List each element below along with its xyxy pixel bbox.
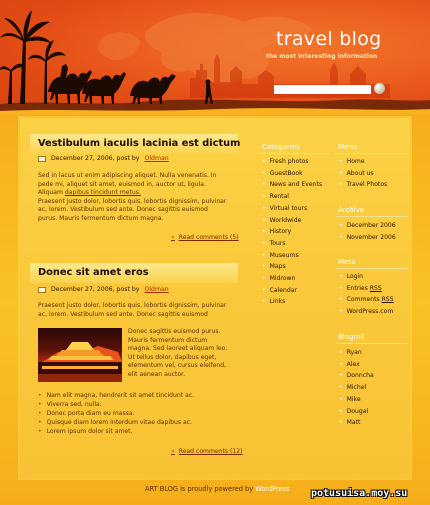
text-fragment: Aliquam xyxy=(38,189,63,196)
divider xyxy=(260,153,330,154)
category-link[interactable]: • GuestBook xyxy=(262,168,322,180)
category-link[interactable]: • History xyxy=(262,226,322,238)
read-comments-link[interactable] xyxy=(171,234,239,241)
read-comments-label: Read comments (12) xyxy=(178,448,243,455)
entries-rss-link[interactable] xyxy=(339,283,394,295)
inline-link[interactable]: dapibus tincidunt metus. xyxy=(64,189,141,196)
category-link[interactable]: • Fresh photos xyxy=(262,156,322,168)
text-line: Mauris fermentum dictum xyxy=(128,336,208,344)
category-link[interactable]: • Virtual tours xyxy=(262,203,322,215)
post-date: December 27, 2006, post by xyxy=(51,286,140,293)
header-banner xyxy=(0,0,430,115)
divider xyxy=(336,343,408,344)
text-line: Ut tellus dolor, dapibus eget, xyxy=(128,353,217,361)
watermark: potusuisa.moy.su xyxy=(311,488,408,499)
document-icon xyxy=(38,287,46,293)
read-comments-link[interactable] xyxy=(171,448,243,455)
category-link[interactable]: • Links xyxy=(262,296,322,308)
text-line: elementum vel, cursus eleifend, xyxy=(128,362,227,369)
meta-list xyxy=(339,271,394,318)
menu-heading: Menu xyxy=(338,143,358,151)
blogroll-link[interactable]: • Michel xyxy=(339,382,374,394)
post-author-link[interactable]: Oldman xyxy=(144,286,169,293)
post-excerpt xyxy=(38,302,238,319)
read-comments-label: Read comments (5) xyxy=(178,234,239,241)
divider xyxy=(336,153,408,154)
list-item: • Quisque diam lorem interdum vitae dapibus ac. xyxy=(38,418,194,427)
comments-label: Comments xyxy=(346,296,380,304)
archive-link[interactable]: • November 2006 xyxy=(339,232,396,244)
text-line: ac, lorem. Vestibulum sed ante. Donec sagittis euismod xyxy=(38,206,208,213)
category-link[interactable]: • Tours xyxy=(262,238,322,250)
list-item: • Nam elit magna, hendrerit sit amet tincidunt ac. xyxy=(38,391,194,400)
menu-link[interactable]: • About us xyxy=(339,168,387,180)
categories-heading: Categories xyxy=(262,143,300,151)
category-link[interactable]: • Calendar xyxy=(262,285,322,297)
blogroll-link[interactable]: • Dougal xyxy=(339,406,374,418)
search-button[interactable] xyxy=(374,83,385,94)
post-meta xyxy=(38,155,169,162)
image-caption xyxy=(128,328,240,379)
site-title[interactable]: travel blog xyxy=(276,28,382,50)
blogroll-heading: Blogroll xyxy=(338,333,365,341)
wordpress-link[interactable]: • WordPress.com xyxy=(339,306,394,318)
blogroll-list xyxy=(339,347,374,429)
search-input[interactable] xyxy=(274,85,371,94)
category-link[interactable]: • News and Events xyxy=(262,179,322,191)
category-link[interactable]: • Midrown xyxy=(262,273,322,285)
wordpress-footer-link[interactable]: WordPress xyxy=(255,485,290,493)
meta-heading: Meta xyxy=(338,258,356,266)
comments-rss-link[interactable] xyxy=(339,294,394,306)
post-excerpt xyxy=(38,172,238,223)
text-line: elit aenean auctor. xyxy=(128,370,186,378)
text-line: ac, lorem. Vestibulum sed ante. Donec sagittis euismod xyxy=(38,310,208,318)
blogroll-link[interactable]: • Matt xyxy=(339,417,374,429)
rss-label: RSS xyxy=(381,296,394,304)
text-line: purus. Mauris fermentum dictum magna. xyxy=(38,214,164,222)
menu-list xyxy=(339,156,387,191)
post-title[interactable]: Vestibulum iaculis lacinia est dictum xyxy=(38,138,241,149)
login-link[interactable]: • Login xyxy=(339,271,394,283)
blogroll-link[interactable]: • Donncha xyxy=(339,370,374,382)
blogroll-link[interactable]: • Alex xyxy=(339,359,374,371)
list-item: • Donec porta diam eu massa. xyxy=(38,409,194,418)
post-date: December 27, 2006, post by xyxy=(51,155,140,162)
list-item: • Viverra sed, nulla. xyxy=(38,400,194,409)
text-line: Sed in lacus ut enim adipiscing aliquet. Nulla venenatis. In xyxy=(38,172,217,179)
post-title[interactable]: Donec sit amet eros xyxy=(38,267,149,278)
text-line: Donec sagittis euismod purus. xyxy=(128,328,221,335)
post-image xyxy=(38,328,122,382)
blogroll-link[interactable]: • Mike xyxy=(339,394,374,406)
footer-text: ART BLOG is proudly powered by xyxy=(145,485,254,493)
archive-heading: Archive xyxy=(338,206,365,214)
categories-list xyxy=(262,156,322,308)
blogroll-link[interactable]: • Ryan xyxy=(339,347,374,359)
entries-label: Entries xyxy=(346,284,368,292)
category-link[interactable]: • Museums xyxy=(262,250,322,262)
category-link[interactable]: • Rental xyxy=(262,191,322,203)
bullet-list xyxy=(38,391,194,436)
text-line xyxy=(38,189,238,198)
category-link[interactable]: • Maps xyxy=(262,261,322,273)
divider xyxy=(336,216,408,217)
category-link[interactable]: • Worldwide xyxy=(262,215,322,227)
divider xyxy=(336,268,408,269)
text-line: magna. Sed laoreet aliquam leo. xyxy=(128,345,228,352)
post-meta xyxy=(38,286,169,293)
menu-link[interactable]: • Home xyxy=(339,156,387,168)
archive-list xyxy=(339,220,396,243)
site-tagline: the most interesting information xyxy=(266,53,378,60)
text-line: pede mi, aliquet sit amet, euismod in, auctor ut, ligula. xyxy=(38,180,206,188)
text-line: Praesent justo dolor, lobortis quis, lobortis dignissim, pulvinar xyxy=(38,197,227,205)
document-icon xyxy=(38,156,46,162)
rss-label: RSS xyxy=(369,284,382,292)
arrow-icon: » xyxy=(171,448,175,455)
arrow-icon: » xyxy=(171,234,175,241)
text-line: Praesent justo dolor, lobortis quis, lobortis dignissim, pulvinar xyxy=(38,302,227,309)
archive-link[interactable]: • December 2006 xyxy=(339,220,396,232)
list-item: • Lorem ipsum dolor sit amet. xyxy=(38,427,194,436)
post-author-link[interactable]: Oldman xyxy=(144,155,169,162)
temple-photo xyxy=(38,328,122,382)
footer xyxy=(145,485,290,493)
menu-link[interactable]: • Travel Photos xyxy=(339,179,387,191)
